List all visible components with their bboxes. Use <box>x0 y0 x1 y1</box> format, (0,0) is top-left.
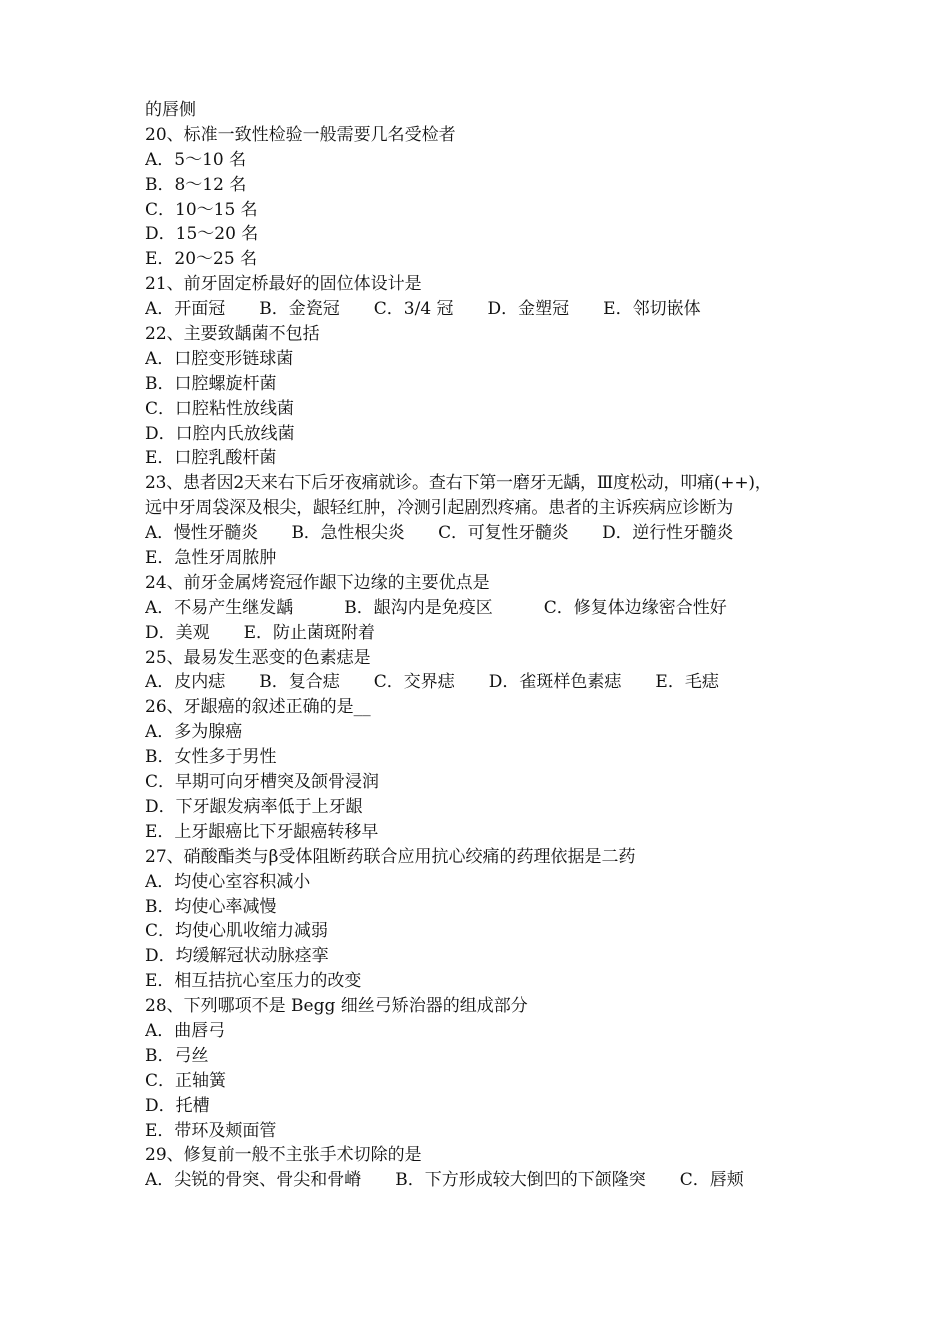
question-27: 27、硝酸酯类与β受体阻断药联合应用抗心绞痛的药理依据是二药 <box>145 846 636 867</box>
option-22-e: E．口腔乳酸杆菌 <box>145 448 277 469</box>
option-26-c: C．早期可向牙槽突及颌骨浸润 <box>145 772 380 793</box>
options-21: A．开面冠 B．金瓷冠 C．3/4 冠 D．金塑冠 E．邻切嵌体 <box>145 299 701 320</box>
option-22-d: D．口腔内氏放线菌 <box>145 423 295 444</box>
option-28-d: D．托槽 <box>145 1095 210 1116</box>
option-27-c: C．均使心肌收缩力减弱 <box>145 921 329 942</box>
option-28-a: A．曲唇弓 <box>145 1020 226 1041</box>
option-26-d: D．下牙龈发病率低于上牙龈 <box>145 796 363 817</box>
question-21: 21、前牙固定桥最好的固位体设计是 <box>145 274 422 295</box>
option-20-b: B．8～12 名 <box>145 174 247 195</box>
option-27-a: A．均使心室容积减小 <box>145 871 311 892</box>
option-27-e: E．相互拮抗心室压力的改变 <box>145 971 362 992</box>
option-20-e: E．20～25 名 <box>145 249 258 270</box>
options-23-a-d: A．慢性牙髓炎 B．急性根尖炎 C．可复性牙髓炎 D．逆行性牙髓炎 <box>145 523 734 544</box>
text-line-continuation: 的唇侧 <box>145 100 196 120</box>
options-25: A．皮内痣 B．复合痣 C．交界痣 D．雀斑样色素痣 E．毛痣 <box>145 672 719 693</box>
question-22: 22、主要致龋菌不包括 <box>145 324 320 345</box>
question-28: 28、下列哪项不是 Begg 细丝弓矫治器的组成部分 <box>145 996 528 1017</box>
question-24: 24、前牙金属烤瓷冠作龈下边缘的主要优点是 <box>145 572 490 593</box>
option-22-a: A．口腔变形链球菌 <box>145 348 294 369</box>
question-25: 25、最易发生恶变的色素痣是 <box>145 647 371 668</box>
option-27-b: B．均使心率减慢 <box>145 896 277 917</box>
options-24-a-c: A．不易产生继发龋 B．龈沟内是免疫区 C．修复体边缘密合性好 <box>145 597 727 618</box>
option-28-c: C．正轴簧 <box>145 1070 227 1091</box>
question-26: 26、牙龈癌的叙述正确的是__ <box>145 697 371 718</box>
question-20: 20、标准一致性检验一般需要几名受检者 <box>145 124 456 145</box>
options-29-a-c: A．尖锐的骨突、骨尖和骨嵴 B．下方形成较大倒凹的下颌隆突 C．唇颊 <box>145 1170 744 1191</box>
option-28-b: B．弓丝 <box>145 1045 209 1066</box>
question-29: 29、修复前一般不主张手术切除的是 <box>145 1145 422 1166</box>
question-23-line-2: 远中牙周袋深及根尖，龈轻红肿，冷测引起剧烈疼痛。患者的主诉疾病应诊断为 <box>145 498 733 519</box>
option-22-c: C．口腔粘性放线菌 <box>145 398 295 419</box>
option-20-a: A．5～10 名 <box>145 149 247 170</box>
option-28-e: E．带环及颊面管 <box>145 1120 277 1141</box>
option-22-b: B．口腔螺旋杆菌 <box>145 373 277 394</box>
option-20-d: D．15～20 名 <box>145 224 259 245</box>
option-26-b: B．女性多于男性 <box>145 747 277 768</box>
option-20-c: C．10～15 名 <box>145 199 258 220</box>
options-24-d-e: D．美观 E．防止菌斑附着 <box>145 622 376 643</box>
option-23-e: E．急性牙周脓肿 <box>145 548 277 569</box>
option-26-a: A．多为腺癌 <box>145 722 243 743</box>
question-23-line-1: 23、患者因2天来右下后牙夜痛就诊。查右下第一磨牙无龋，Ⅲ度松动，叩痛(++)， <box>145 473 772 494</box>
document-body <box>145 98 825 1193</box>
option-26-e: E．上牙龈癌比下牙龈癌转移早 <box>145 821 379 842</box>
option-27-d: D．均缓解冠状动脉痉挛 <box>145 946 329 967</box>
